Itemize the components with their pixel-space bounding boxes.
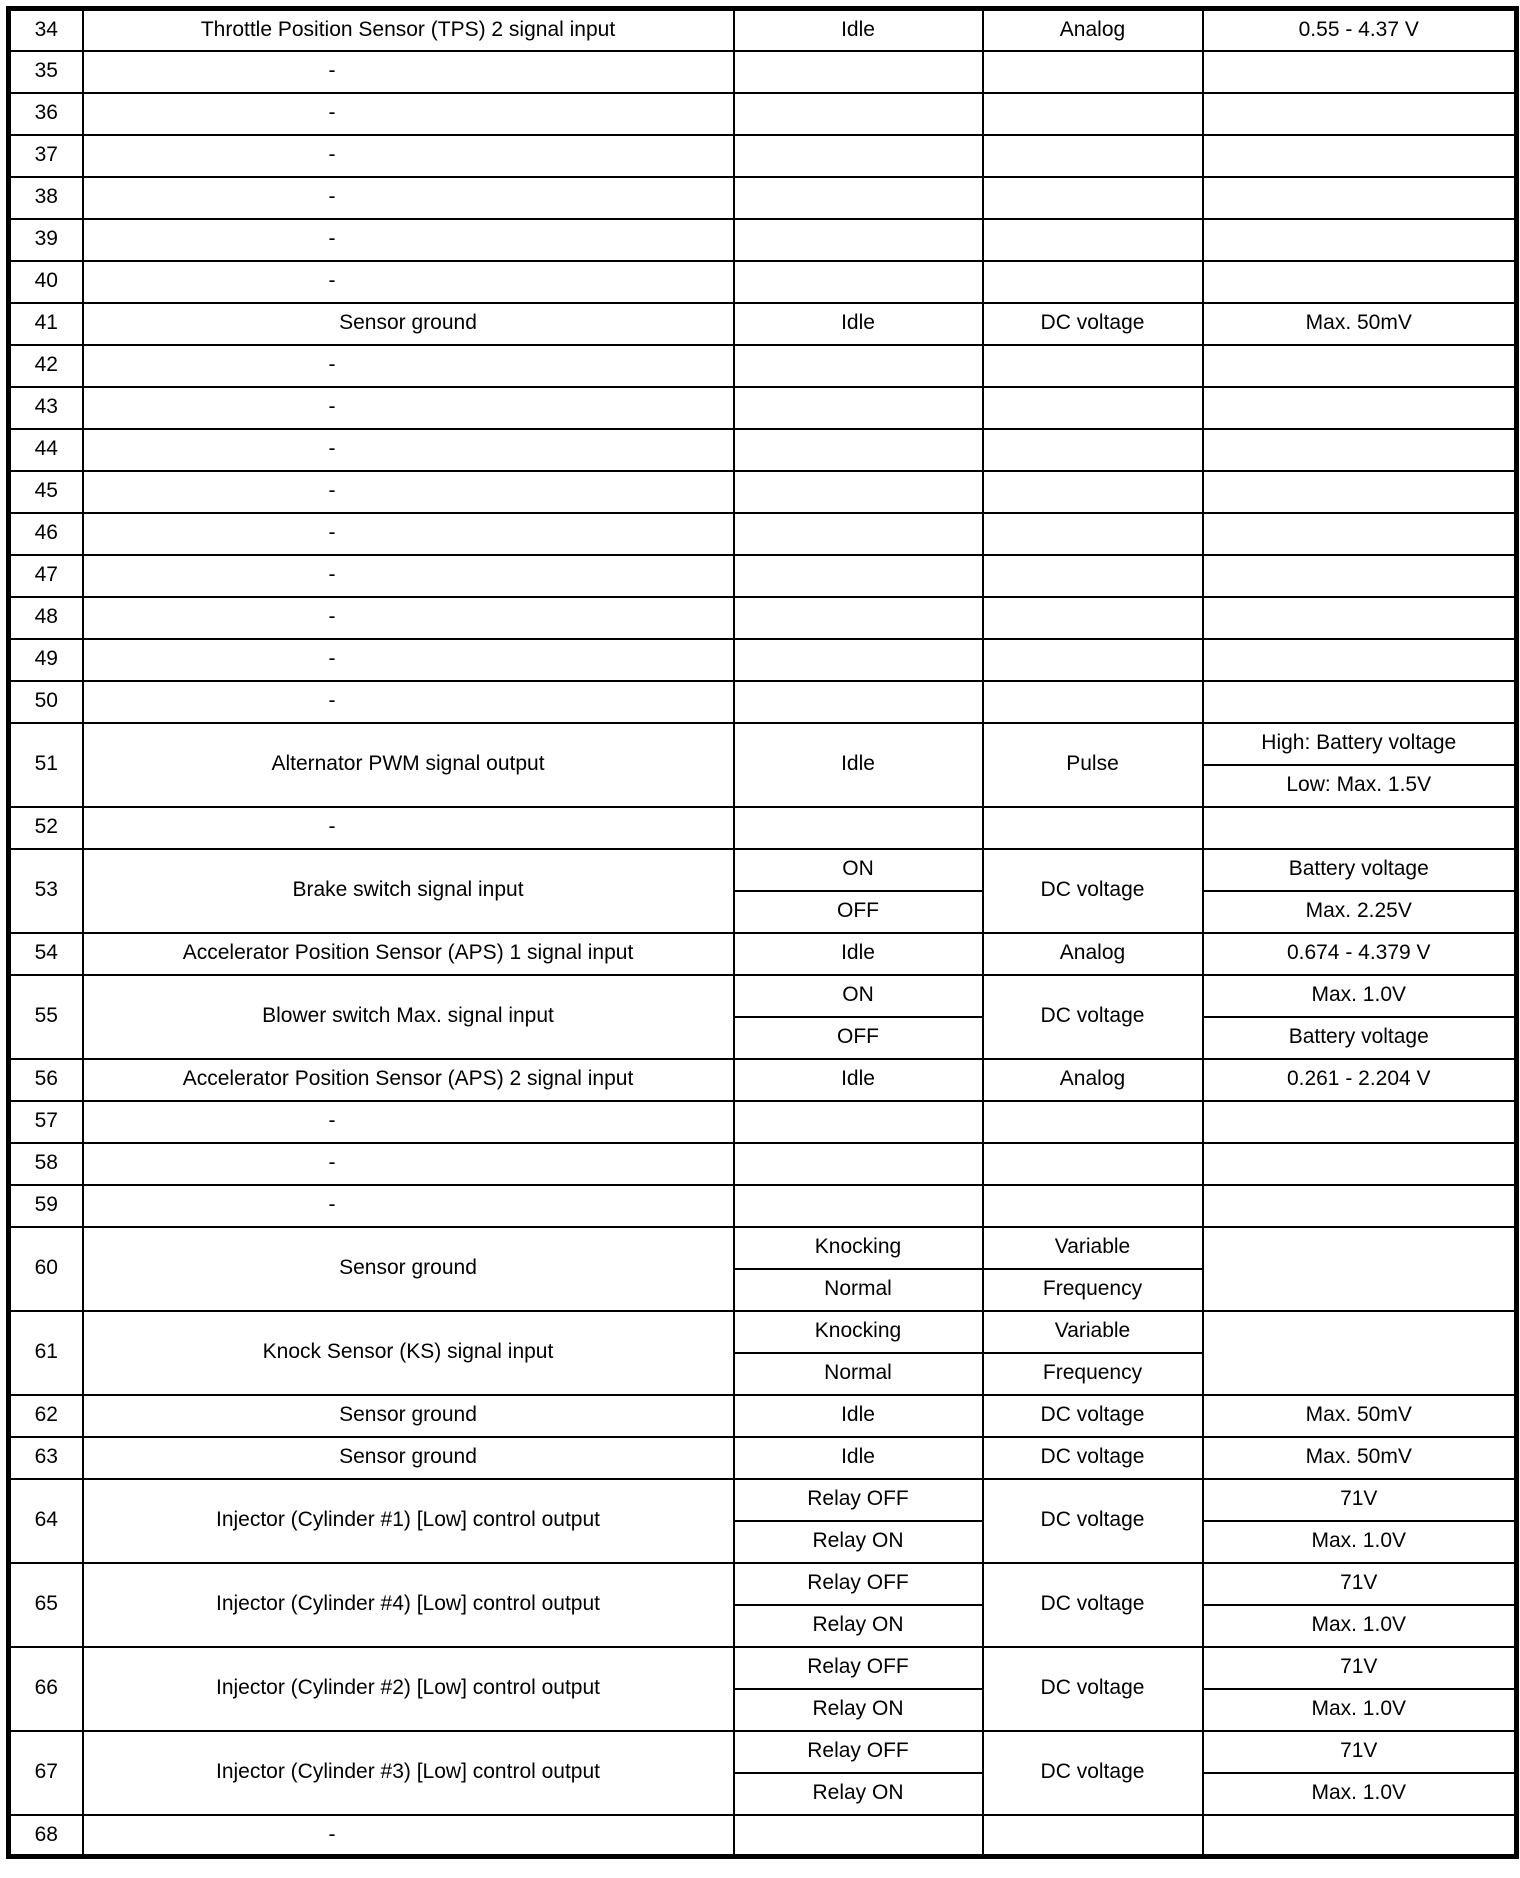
value-cell: [1203, 471, 1517, 513]
description-cell: -: [83, 1143, 734, 1185]
value-cell: 71V: [1203, 1563, 1517, 1605]
description-cell: -: [83, 597, 734, 639]
value-cell: [1203, 135, 1517, 177]
table-row: [9, 51, 1517, 93]
condition-cell: Relay OFF: [734, 1563, 983, 1605]
value-cell: Max. 2.25V: [1203, 891, 1517, 933]
table-row: [9, 1143, 1517, 1185]
condition-cell: [734, 93, 983, 135]
table-row: [9, 387, 1517, 429]
signal-type-cell: [983, 597, 1203, 639]
signal-type-cell: DC voltage: [983, 1563, 1203, 1647]
condition-cell: Normal: [734, 1269, 983, 1311]
pin-number-cell: 52: [9, 807, 83, 849]
condition-cell: Relay OFF: [734, 1731, 983, 1773]
table-row: [9, 849, 1517, 891]
condition-cell: [734, 807, 983, 849]
signal-type-cell: [983, 219, 1203, 261]
description-cell: Injector (Cylinder #1) [Low] control output: [83, 1479, 734, 1563]
value-cell: Max. 1.0V: [1203, 1521, 1517, 1563]
value-cell: 71V: [1203, 1479, 1517, 1521]
table-row: [9, 1647, 1517, 1689]
condition-cell: Idle: [734, 1437, 983, 1479]
pin-number-cell: 50: [9, 681, 83, 723]
description-cell: -: [83, 387, 734, 429]
table-row: [9, 219, 1517, 261]
table-row: [9, 639, 1517, 681]
signal-type-cell: Variable: [983, 1311, 1203, 1353]
signal-type-cell: DC voltage: [983, 975, 1203, 1059]
description-cell: -: [83, 513, 734, 555]
condition-cell: Normal: [734, 1353, 983, 1395]
signal-type-cell: DC voltage: [983, 1731, 1203, 1815]
value-cell: [1203, 51, 1517, 93]
signal-type-cell: [983, 1101, 1203, 1143]
description-cell: -: [83, 639, 734, 681]
signal-type-cell: [983, 807, 1203, 849]
condition-cell: [734, 429, 983, 471]
value-cell: High: Battery voltage: [1203, 723, 1517, 765]
table-row: [9, 261, 1517, 303]
signal-type-cell: [983, 177, 1203, 219]
description-cell: Knock Sensor (KS) signal input: [83, 1311, 734, 1395]
value-cell: 0.55 - 4.37 V: [1203, 9, 1517, 51]
value-cell: [1203, 429, 1517, 471]
table-row: [9, 93, 1517, 135]
table-row: [9, 975, 1517, 1017]
signal-type-cell: [983, 135, 1203, 177]
condition-cell: [734, 1143, 983, 1185]
condition-cell: Idle: [734, 723, 983, 807]
condition-cell: [734, 1185, 983, 1227]
pin-number-cell: 55: [9, 975, 83, 1059]
pin-number-cell: 48: [9, 597, 83, 639]
description-cell: -: [83, 429, 734, 471]
value-cell: [1203, 387, 1517, 429]
condition-cell: Idle: [734, 9, 983, 51]
condition-cell: Idle: [734, 1059, 983, 1101]
table-row: [9, 135, 1517, 177]
description-cell: -: [83, 51, 734, 93]
value-cell: Battery voltage: [1203, 849, 1517, 891]
signal-type-cell: [983, 51, 1203, 93]
table-row: [9, 1395, 1517, 1437]
description-cell: Sensor ground: [83, 1227, 734, 1311]
pin-number-cell: 64: [9, 1479, 83, 1563]
pin-number-cell: 61: [9, 1311, 83, 1395]
table-row: [9, 9, 1517, 51]
condition-cell: Idle: [734, 1395, 983, 1437]
pin-number-cell: 34: [9, 9, 83, 51]
description-cell: Accelerator Position Sensor (APS) 1 signal input: [83, 933, 734, 975]
pin-number-cell: 63: [9, 1437, 83, 1479]
table-row: [9, 471, 1517, 513]
description-cell: -: [83, 807, 734, 849]
condition-cell: [734, 135, 983, 177]
signal-type-cell: Frequency: [983, 1269, 1203, 1311]
condition-cell: Knocking: [734, 1227, 983, 1269]
condition-cell: [734, 1101, 983, 1143]
pin-number-cell: 57: [9, 1101, 83, 1143]
pin-number-cell: 47: [9, 555, 83, 597]
condition-cell: [734, 639, 983, 681]
condition-cell: [734, 555, 983, 597]
description-cell: -: [83, 345, 734, 387]
condition-cell: Relay OFF: [734, 1647, 983, 1689]
value-cell: Max. 50mV: [1203, 1437, 1517, 1479]
table-row: [9, 1437, 1517, 1479]
pin-number-cell: 56: [9, 1059, 83, 1101]
pin-number-cell: 59: [9, 1185, 83, 1227]
description-cell: -: [83, 261, 734, 303]
value-cell: [1203, 597, 1517, 639]
pin-number-cell: 62: [9, 1395, 83, 1437]
value-cell: Max. 1.0V: [1203, 975, 1517, 1017]
table-row: [9, 1185, 1517, 1227]
pin-number-cell: 45: [9, 471, 83, 513]
pin-number-cell: 54: [9, 933, 83, 975]
description-cell: Alternator PWM signal output: [83, 723, 734, 807]
signal-type-cell: [983, 1815, 1203, 1857]
description-cell: -: [83, 555, 734, 597]
value-cell: 0.261 - 2.204 V: [1203, 1059, 1517, 1101]
description-cell: -: [83, 93, 734, 135]
description-cell: Accelerator Position Sensor (APS) 2 signal input: [83, 1059, 734, 1101]
signal-type-cell: DC voltage: [983, 1479, 1203, 1563]
table-row: [9, 1059, 1517, 1101]
condition-cell: [734, 597, 983, 639]
condition-cell: Relay ON: [734, 1689, 983, 1731]
signal-type-cell: [983, 471, 1203, 513]
table-row: [9, 723, 1517, 765]
signal-type-cell: [983, 1143, 1203, 1185]
condition-cell: OFF: [734, 891, 983, 933]
condition-cell: [734, 261, 983, 303]
table-row: [9, 681, 1517, 723]
pin-number-cell: 68: [9, 1815, 83, 1857]
signal-type-cell: Analog: [983, 1059, 1203, 1101]
condition-cell: [734, 387, 983, 429]
value-cell: [1203, 219, 1517, 261]
table-row: [9, 1479, 1517, 1521]
condition-cell: Relay OFF: [734, 1479, 983, 1521]
pin-number-cell: 42: [9, 345, 83, 387]
value-cell: [1203, 1311, 1517, 1395]
description-cell: Injector (Cylinder #3) [Low] control output: [83, 1731, 734, 1815]
description-cell: -: [83, 219, 734, 261]
pin-number-cell: 58: [9, 1143, 83, 1185]
pin-number-cell: 40: [9, 261, 83, 303]
value-cell: Max. 50mV: [1203, 303, 1517, 345]
signal-type-cell: [983, 639, 1203, 681]
table-row: [9, 1227, 1517, 1269]
condition-cell: [734, 513, 983, 555]
value-cell: Max. 1.0V: [1203, 1689, 1517, 1731]
pin-number-cell: 65: [9, 1563, 83, 1647]
value-cell: Max. 1.0V: [1203, 1773, 1517, 1815]
signal-type-cell: [983, 93, 1203, 135]
signal-type-cell: [983, 513, 1203, 555]
signal-type-cell: [983, 429, 1203, 471]
condition-cell: [734, 471, 983, 513]
value-cell: [1203, 1227, 1517, 1311]
signal-type-cell: Pulse: [983, 723, 1203, 807]
signal-type-cell: DC voltage: [983, 1395, 1203, 1437]
signal-type-cell: [983, 261, 1203, 303]
condition-cell: [734, 219, 983, 261]
pin-number-cell: 41: [9, 303, 83, 345]
pin-number-cell: 35: [9, 51, 83, 93]
signal-type-cell: DC voltage: [983, 1647, 1203, 1731]
value-cell: 0.674 - 4.379 V: [1203, 933, 1517, 975]
signal-type-cell: DC voltage: [983, 849, 1203, 933]
description-cell: -: [83, 471, 734, 513]
table-row: [9, 345, 1517, 387]
condition-cell: OFF: [734, 1017, 983, 1059]
description-cell: -: [83, 135, 734, 177]
pin-number-cell: 44: [9, 429, 83, 471]
description-cell: -: [83, 1185, 734, 1227]
table-row: [9, 1101, 1517, 1143]
condition-cell: [734, 681, 983, 723]
pin-number-cell: 43: [9, 387, 83, 429]
description-cell: Throttle Position Sensor (TPS) 2 signal input: [83, 9, 734, 51]
pin-number-cell: 37: [9, 135, 83, 177]
value-cell: [1203, 93, 1517, 135]
description-cell: Blower switch Max. signal input: [83, 975, 734, 1059]
condition-cell: Idle: [734, 303, 983, 345]
table-row: [9, 555, 1517, 597]
pin-number-cell: 39: [9, 219, 83, 261]
description-cell: Injector (Cylinder #4) [Low] control output: [83, 1563, 734, 1647]
value-cell: [1203, 807, 1517, 849]
description-cell: -: [83, 177, 734, 219]
value-cell: [1203, 555, 1517, 597]
signal-type-cell: Frequency: [983, 1353, 1203, 1395]
signal-type-cell: Variable: [983, 1227, 1203, 1269]
signal-type-cell: [983, 681, 1203, 723]
table-row: [9, 1311, 1517, 1353]
pin-number-cell: 53: [9, 849, 83, 933]
pin-number-cell: 49: [9, 639, 83, 681]
value-cell: Max. 1.0V: [1203, 1605, 1517, 1647]
condition-cell: [734, 51, 983, 93]
table-row: [9, 597, 1517, 639]
description-cell: -: [83, 1815, 734, 1857]
signal-type-cell: [983, 345, 1203, 387]
condition-cell: Relay ON: [734, 1773, 983, 1815]
value-cell: 71V: [1203, 1647, 1517, 1689]
value-cell: [1203, 639, 1517, 681]
value-cell: [1203, 1815, 1517, 1857]
value-cell: 71V: [1203, 1731, 1517, 1773]
description-cell: Sensor ground: [83, 303, 734, 345]
pin-number-cell: 66: [9, 1647, 83, 1731]
value-cell: [1203, 345, 1517, 387]
signal-type-cell: DC voltage: [983, 1437, 1203, 1479]
value-cell: [1203, 1101, 1517, 1143]
table-row: [9, 303, 1517, 345]
signal-type-cell: Analog: [983, 9, 1203, 51]
value-cell: [1203, 1185, 1517, 1227]
condition-cell: [734, 1815, 983, 1857]
table-row: [9, 429, 1517, 471]
condition-cell: ON: [734, 975, 983, 1017]
condition-cell: [734, 177, 983, 219]
table-row: [9, 177, 1517, 219]
pin-number-cell: 38: [9, 177, 83, 219]
condition-cell: Relay ON: [734, 1605, 983, 1647]
condition-cell: Knocking: [734, 1311, 983, 1353]
description-cell: Sensor ground: [83, 1437, 734, 1479]
pin-table-body: [9, 9, 1517, 1857]
description-cell: Brake switch signal input: [83, 849, 734, 933]
table-row: [9, 1731, 1517, 1773]
value-cell: [1203, 1143, 1517, 1185]
signal-type-cell: DC voltage: [983, 303, 1203, 345]
pin-number-cell: 67: [9, 1731, 83, 1815]
value-cell: [1203, 513, 1517, 555]
pin-number-cell: 46: [9, 513, 83, 555]
table-row: [9, 1563, 1517, 1605]
description-cell: -: [83, 681, 734, 723]
value-cell: Battery voltage: [1203, 1017, 1517, 1059]
signal-type-cell: [983, 1185, 1203, 1227]
signal-type-cell: [983, 555, 1203, 597]
condition-cell: ON: [734, 849, 983, 891]
condition-cell: Relay ON: [734, 1521, 983, 1563]
condition-cell: [734, 345, 983, 387]
signal-type-cell: [983, 387, 1203, 429]
description-cell: Injector (Cylinder #2) [Low] control output: [83, 1647, 734, 1731]
pin-number-cell: 60: [9, 1227, 83, 1311]
table-row: [9, 807, 1517, 849]
signal-type-cell: Analog: [983, 933, 1203, 975]
table-row: [9, 1815, 1517, 1857]
description-cell: -: [83, 1101, 734, 1143]
value-cell: [1203, 177, 1517, 219]
description-cell: Sensor ground: [83, 1395, 734, 1437]
value-cell: Low: Max. 1.5V: [1203, 765, 1517, 807]
table-row: [9, 933, 1517, 975]
value-cell: [1203, 681, 1517, 723]
pin-number-cell: 36: [9, 93, 83, 135]
value-cell: Max. 50mV: [1203, 1395, 1517, 1437]
table-row: [9, 513, 1517, 555]
value-cell: [1203, 261, 1517, 303]
condition-cell: Idle: [734, 933, 983, 975]
pin-number-cell: 51: [9, 723, 83, 807]
pin-table: [6, 6, 1519, 1859]
